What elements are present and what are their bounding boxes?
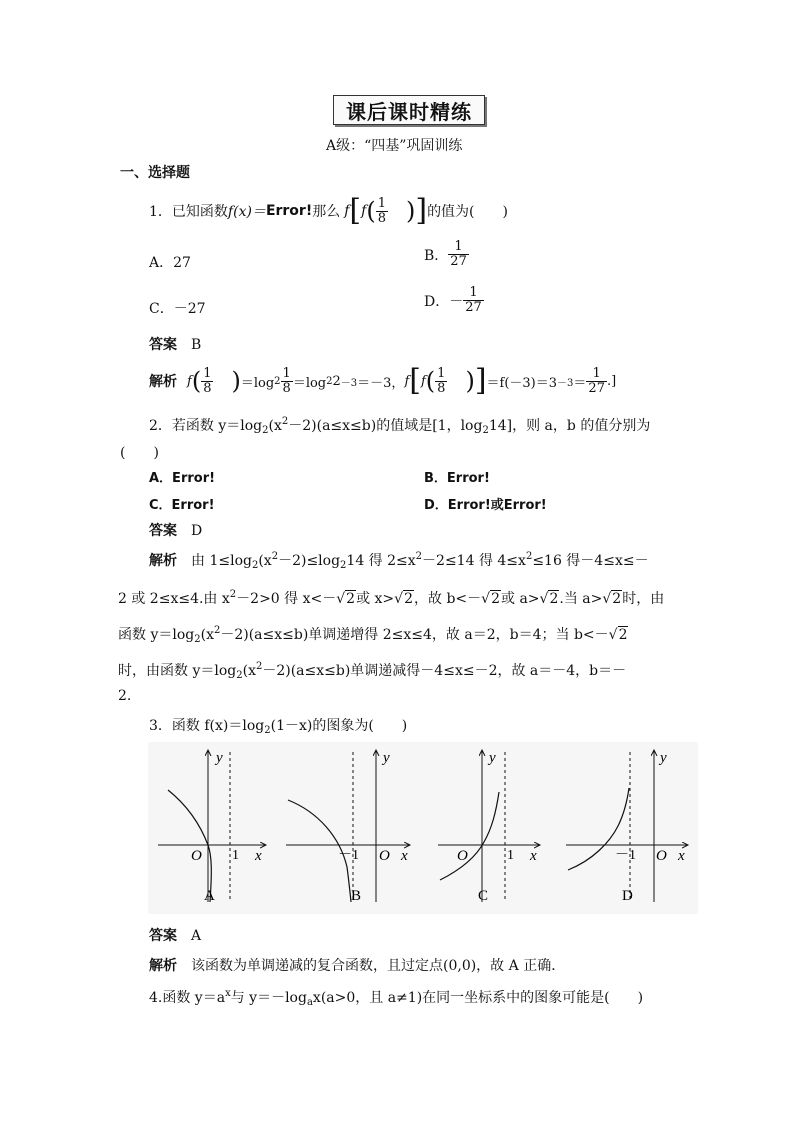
page-title: 课后课时精练 (333, 95, 485, 125)
graph-label-d: D (622, 888, 633, 904)
axis-y-label: y (660, 750, 667, 766)
graph-label-a: A (204, 888, 215, 904)
level-heading: A级：“四基”巩固训练 (326, 138, 463, 154)
graph-label-b: B (351, 888, 362, 904)
option-b: B． $\frac{1}{27}$ (424, 239, 467, 269)
option-a: A．27 (149, 255, 191, 271)
question-4: 4.函数 $y=a^x$与 $y=-\log_ax(a>0$，且 a≠1)在同一坐标系中的图象可能是( ) (149, 988, 644, 1008)
axis-y-label: y (383, 750, 390, 766)
tick-label: 1 (507, 848, 514, 863)
graph-c (438, 750, 540, 904)
question-3: 3．函数 $f(x)=\log_2(1-x)$的图象为( ) (149, 718, 408, 736)
tick-label: －1 (338, 848, 359, 863)
answer-2: 答案 D (149, 523, 203, 539)
graph-b (286, 750, 410, 904)
option-b: B．Error! (424, 471, 490, 486)
option-c: C．Error! (149, 498, 215, 513)
explanation-3: 解析 该函数为单调递减的复合函数，且过定点(0,0)，故 A 正确． (149, 958, 566, 974)
graph-a (158, 750, 266, 904)
explanation-2-line-1: 解析 由 $1\le\log_2(x^2-2)\le\log_214$ 得 $2\le x^2-2\le 14$ 得 $4\le x^2\le 16$ 得－4≤x≤－ (149, 551, 649, 571)
explanation-2-line-5: 2. (118, 688, 132, 704)
explanation-1: 解析 f ( $\frac{1}{8}$ ) ＝log 2 $\frac{1}{8}$ ＝log 2 2 －3 ＝－3， f [ f ( $\frac{1}{8}$ ) ] ＝f(－3)＝3 －3 ＝ $\frac{1}{27}$ .] (149, 363, 617, 398)
option-d: D．－ $\frac{1}{27}$ (424, 285, 482, 315)
graph-label-c: C (478, 888, 489, 904)
explanation-2-line-3: 函数 $y=\log_2(x^2-2)(a\le x\le b)$单调递增得 2≤x≤4，故 a＝2，b＝4；当 b<－√2 (118, 625, 628, 645)
axis-x-label: x (401, 848, 408, 864)
origin-label: O (457, 848, 468, 864)
axis-y-label: y (216, 750, 223, 766)
option-c: C．－27 (149, 301, 206, 317)
explanation-2-line-2: 2 或 2≤x≤4.由 $x^2-2>0$ 得 x<－√2或 x>√2，故 b<－√2或 a>√2.当 a>√2时，由 (118, 589, 665, 607)
origin-label: O (379, 848, 390, 864)
axis-y-label: y (489, 750, 496, 766)
tick-label: －1 (615, 848, 636, 863)
graph-d (566, 750, 688, 904)
option-a: A．Error! (149, 471, 216, 486)
explanation-2-line-4: 时，由函数 $y=\log_2(x^2-2)(a\le x\le b)$单调递减得－4≤x≤－2，故 a＝－4，b＝－ (118, 661, 627, 681)
question-1: 1．已知函数 f(x)＝ Error! 那么 f [ f ( $\frac{1}{8}$ ) ] 的值为( ) (149, 193, 508, 228)
option-d: D．Error!或Error! (424, 498, 547, 513)
tick-label: 1 (232, 848, 239, 863)
question-2: 2．若函数 $y=\log_2(x^2-2)(a\le x\le b)$的值域是[1，$\log_214$]，则 a，b 的值分别为 (149, 416, 651, 436)
graph-options-panel (148, 742, 698, 914)
axis-x-label: x (255, 848, 262, 864)
question-2-paren: ( ) (120, 445, 159, 461)
answer-1: 答案 B (149, 337, 202, 353)
graphs-svg (148, 742, 698, 914)
axis-x-label: x (530, 848, 537, 864)
section-heading: 一、选择题 (120, 165, 190, 181)
origin-label: O (656, 848, 667, 864)
axis-x-label: x (678, 848, 685, 864)
answer-3: 答案 A (149, 928, 202, 944)
origin-label: O (191, 848, 202, 864)
fraction-one-eighth: $\frac{1}{8}$ (377, 195, 386, 226)
